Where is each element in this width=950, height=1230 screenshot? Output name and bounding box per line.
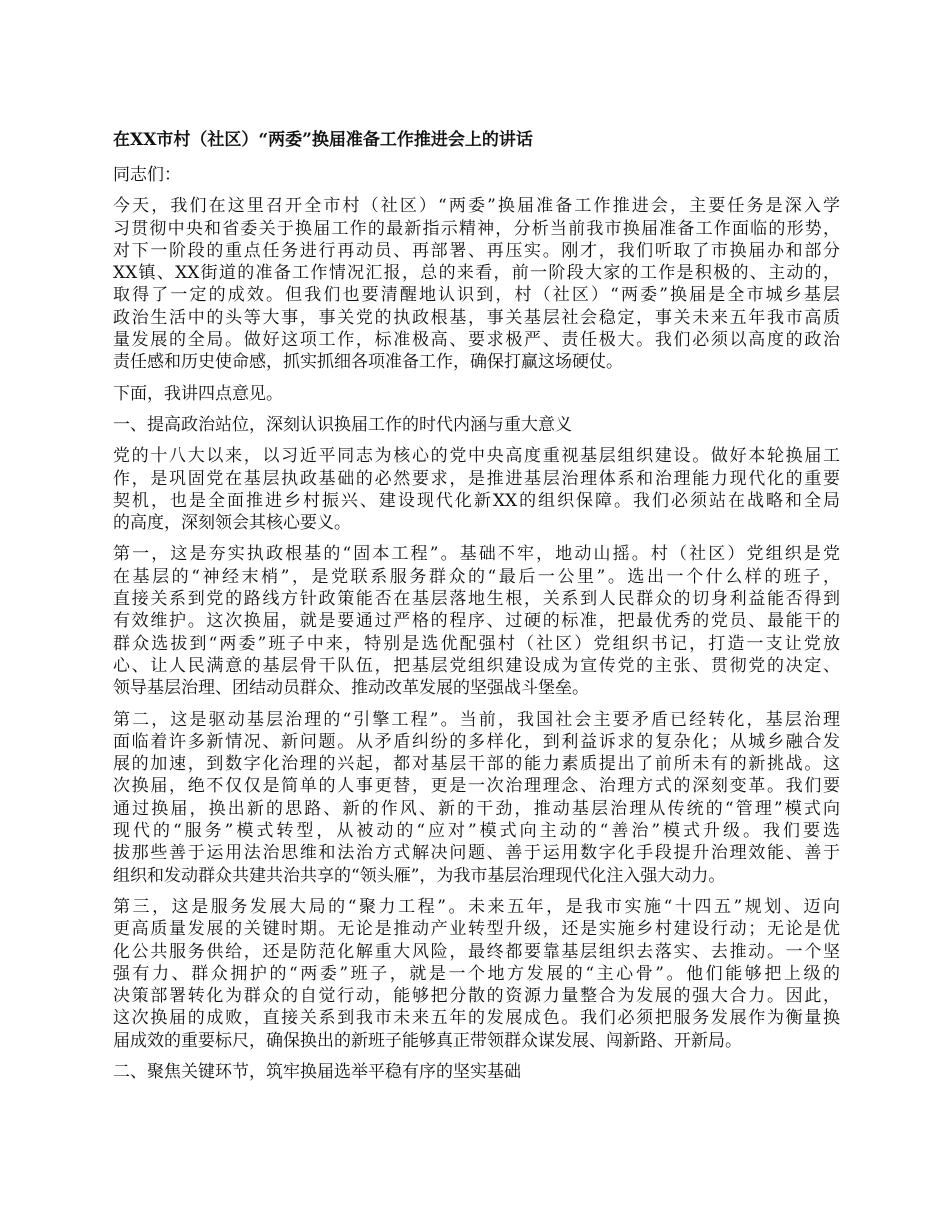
paragraph: [113, 543, 840, 699]
text-line: 展的加速，到数字化治理的兴起，都对基层干部的能力素质提出了前所未有的新挑战。这: [113, 754, 840, 775]
text-line: 在基层的“神经末梢”，是党联系服务群众的“最后一公里”。选出一个什么样的班子，: [113, 566, 840, 587]
document-body: [113, 164, 840, 1083]
text-line: XX镇、XX街道的准备工作情况汇报，总的来看，前一阶段大家的工作是积极的、主动的，: [113, 263, 840, 284]
text-line: 有效维护。这次换届，就是要通过严格的程序、过硬的标准，把最优秀的党员、最能干的: [113, 611, 840, 632]
text-line: 直接关系到党的路线方针政策能否在基层落地生根，关系到人民群众的切身利益能否得到: [113, 589, 840, 610]
text-line: 二、聚焦关键环节，筑牢换届选举平稳有序的坚实基础: [113, 1061, 521, 1082]
text-line: 第二，这是驱动基层治理的“引擎工程”。当前，我国社会主要矛盾已经转化，基层治理: [113, 709, 840, 730]
text-line: 决策部署转化为群众的自觉行动，能够把分散的资源力量整合为发展的强大合力。因此，: [113, 986, 840, 1007]
text-line: 群众选拔到“两委”班子中来，特别是选优配强村（社区）党组织书记，打造一支让党放: [113, 633, 840, 654]
text-line: 的高度，深刻领会其核心要义。: [113, 513, 351, 534]
text-line: 届成效的重要标尺，确保换出的新班子能够真正带领群众谋发展、闯新路、开新局。: [113, 1030, 742, 1051]
paragraph: [113, 896, 840, 1052]
paragraph: [113, 164, 840, 186]
text-line: 拔那些善于运用法治思维和法治方式解决问题、善于运用数字化手段提升治理效能、善于: [113, 843, 840, 864]
text-line: 次换届，绝不仅仅是简单的人事更替，更是一次治理理念、治理方式的深刻变革。我们要: [113, 776, 840, 797]
text-line: 心、让人民满意的基层骨干队伍，把基层党组织建设成为宣传党的主张、贯彻党的决定、: [113, 655, 840, 676]
text-line: 对下一阶段的重点任务进行再动员、再部署、再压实。刚才，我们听取了市换届办和部分: [113, 240, 840, 261]
paragraph: [113, 445, 840, 534]
paragraph: [113, 414, 840, 436]
document-page: [113, 129, 840, 1092]
text-line: 领导基层治理、团结动员群众、推动改革发展的坚强战斗堡垒。: [113, 678, 589, 699]
text-line: 党的十八大以来，以习近平同志为核心的党中央高度重视基层组织建设。做好本轮换届工: [113, 446, 840, 467]
text-line: 同志们：: [113, 165, 181, 185]
text-line: 作，是巩固党在基层执政基础的必然要求，是推进基层治理体系和治理能力现代化的重要: [113, 468, 840, 489]
text-line: 今天，我们在这里召开全市村（社区）“两委”换届准备工作推进会，主要任务是深入学: [113, 196, 840, 217]
text-line: 组织和发动群众共建共治共享的“领头雁”，为我市基层治理现代化注入强大动力。: [113, 865, 726, 886]
text-line: 更高质量发展的关键时期。无论是推动产业转型升级，还是实施乡村建设行动；无论是优: [113, 919, 840, 940]
paragraph: [113, 709, 840, 887]
text-line: 面临着许多新情况、新问题。从矛盾纠纷的多样化，到利益诉求的复杂化；从城乡融合发: [113, 731, 840, 752]
text-line: 第一，这是夯实执政根基的“固本工程”。基础不牢，地动山摇。村（社区）党组织是党: [113, 544, 840, 565]
text-line: 强有力、群众拥护的“两委”班子，就是一个地方发展的“主心骨”。他们能够把上级的: [113, 963, 840, 984]
text-line: 现代的“服务”模式转型，从被动的“应对”模式向主动的“善治”模式升级。我们要选: [113, 821, 840, 842]
paragraph: [113, 1061, 840, 1083]
text-line: 政治生活中的头等大事，事关党的执政根基，事关基层社会稳定，事关未来五年我市高质: [113, 307, 840, 328]
text-line: 责任感和历史使命感，抓实抓细各项准备工作，确保打赢这场硬仗。: [113, 352, 623, 373]
text-line: 一、提高政治站位，深刻认识换届工作的时代内涵与重大意义: [113, 414, 572, 435]
text-line: 取得了一定的成效。但我们也要清醒地认识到，村（社区）“两委”换届是全市城乡基层: [113, 285, 840, 306]
text-line: 化公共服务供给，还是防范化解重大风险，最终都要靠基层组织去落实、去推动。一个坚: [113, 941, 840, 962]
paragraph: [113, 195, 840, 373]
text-line: 第三，这是服务发展大局的“聚力工程”。未来五年，是我市实施“十四五”规划、迈向: [113, 896, 840, 917]
text-line: 量发展的全局。做好这项工作，标准极高、要求极严、责任极大。我们必须以高度的政治: [113, 330, 840, 351]
text-line: 契机，也是全面推进乡村振兴、建设现代化新XX的组织保障。我们必须站在战略和全局: [113, 490, 840, 511]
text-line: 通过换届，换出新的思路、新的作风、新的干劲，推动基层治理从传统的“管理”模式向: [113, 798, 840, 819]
text-line: 这次换届的成败，直接关系到我市未来五年的发展成色。我们必须把服务发展作为衡量换: [113, 1008, 840, 1029]
text-line: 下面，我讲四点意见。: [113, 383, 283, 404]
document-title: 在XX市村（社区）“两委”换届准备工作推进会上的讲话: [113, 130, 533, 150]
paragraph: [113, 383, 840, 405]
text-line: 习贯彻中央和省委关于换届工作的最新指示精神，分析当前我市换届准备工作面临的形势，: [113, 218, 840, 239]
